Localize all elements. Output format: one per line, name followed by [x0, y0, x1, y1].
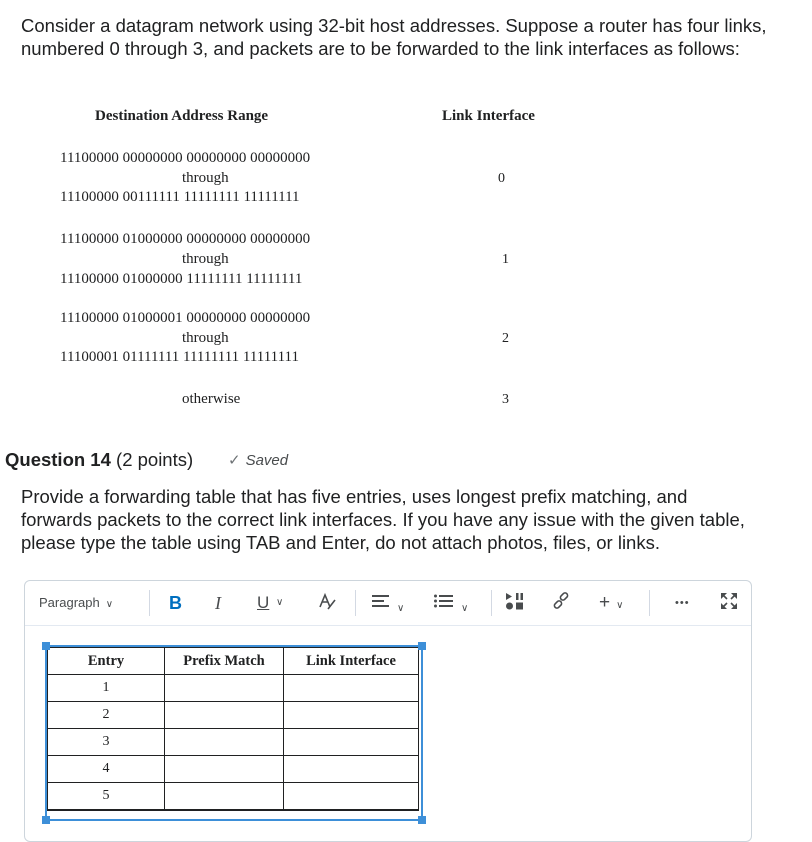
prefix-match-cell[interactable] [165, 729, 284, 756]
answer-table-selection[interactable] [45, 645, 423, 821]
expand-icon [719, 591, 739, 611]
link-interface-cell[interactable] [284, 756, 419, 783]
saved-label: Saved [245, 452, 289, 469]
table-row [48, 729, 419, 756]
range-1-to: 11100000 01000000 11111111 11111111 [60, 271, 303, 287]
resize-handle[interactable] [418, 816, 426, 824]
range-2-to: 11100001 01111111 11111111 11111111 [60, 349, 300, 365]
plus-icon: + [599, 592, 611, 613]
range-1-from: 11100000 01000000 00000000 00000000 [60, 231, 311, 247]
insert-link-button[interactable] [551, 591, 571, 615]
chevron-down-icon: ∨ [397, 603, 405, 614]
editor-toolbar [25, 581, 751, 626]
header-prefix-match: Prefix Match [165, 648, 284, 675]
entry-cell[interactable]: 1 [48, 675, 165, 702]
range-3-link: 3 [502, 392, 509, 407]
header-link-interface: Link Interface [284, 648, 419, 675]
link-interface-cell[interactable] [284, 702, 419, 729]
toolbar-separator [491, 590, 492, 616]
chevron-down-icon: ∨ [461, 603, 469, 614]
link-interface-cell[interactable] [284, 783, 419, 811]
question-points: (2 points) [116, 449, 194, 470]
range-1-through: through [182, 251, 229, 267]
link-icon [551, 591, 571, 611]
italic-button[interactable]: I [215, 593, 221, 613]
toolbar-separator [149, 590, 150, 616]
range-2-link: 2 [502, 331, 509, 346]
toolbar-separator [649, 590, 650, 616]
entry-cell[interactable]: 3 [48, 729, 165, 756]
align-left-icon [371, 591, 391, 611]
insert-more-dropdown[interactable] [599, 591, 623, 615]
bullet-list-icon [433, 591, 455, 611]
font-color-button[interactable] [317, 591, 337, 615]
media-icon [505, 591, 525, 611]
resize-handle[interactable] [42, 642, 50, 650]
question-prompt: Provide a forwarding table that has five entries, uses longest prefix matching, and forwards packets to the correct link interfaces. If you have any issue with the given table, please type the table using TAB and Enter, do not attach photos, files, or links. [21, 486, 745, 553]
align-dropdown[interactable] [371, 591, 404, 615]
insert-media-button[interactable] [505, 591, 525, 615]
range-3-otherwise: otherwise [182, 391, 241, 407]
range-0-from: 11100000 00000000 00000000 00000000 [60, 150, 311, 166]
range-2-through: through [182, 330, 229, 346]
question-number: Question 14 [5, 449, 111, 470]
entry-cell[interactable]: 2 [48, 702, 165, 729]
rich-text-editor[interactable] [24, 580, 752, 842]
chevron-down-icon: ∨ [105, 599, 114, 610]
table-row [48, 675, 419, 702]
resize-handle[interactable] [42, 816, 50, 824]
fullscreen-button[interactable] [719, 591, 739, 615]
prefix-match-cell[interactable] [165, 702, 284, 729]
entry-cell[interactable]: 4 [48, 756, 165, 783]
font-color-icon [317, 591, 337, 613]
intro-text: Consider a datagram network using 32-bit host addresses. Suppose a router has four links, numbered 0 through 3, and packets are to be forwarded to the link interfaces as follows: [21, 15, 767, 59]
range-header: Destination Address Range [95, 108, 269, 124]
range-0-link: 0 [498, 171, 505, 186]
prefix-match-cell[interactable] [165, 756, 284, 783]
prefix-match-cell[interactable] [165, 675, 284, 702]
underline-label: U [257, 593, 270, 612]
chevron-down-icon[interactable]: ∨ [276, 597, 284, 608]
table-header-row [48, 648, 419, 675]
question-title [5, 449, 193, 471]
bold-button[interactable]: B [169, 593, 182, 613]
link-interface-cell[interactable] [284, 675, 419, 702]
prefix-match-cell[interactable] [165, 783, 284, 811]
range-1-link: 1 [502, 252, 509, 267]
forwarding-table[interactable] [47, 647, 419, 811]
table-row [48, 783, 419, 811]
resize-handle[interactable] [418, 642, 426, 650]
link-interface-cell[interactable] [284, 729, 419, 756]
paragraph-format-label: Paragraph [39, 595, 100, 610]
saved-status [228, 451, 288, 469]
range-0-through: through [182, 170, 229, 186]
header-entry: Entry [48, 648, 165, 675]
entry-cell[interactable]: 5 [48, 783, 165, 811]
chevron-down-icon: ∨ [616, 600, 624, 611]
toolbar-separator [355, 590, 356, 616]
list-dropdown[interactable] [433, 591, 468, 615]
range-2-from: 11100000 01000001 00000000 00000000 [60, 310, 311, 326]
check-icon: ✓ [228, 452, 241, 469]
table-row [48, 702, 419, 729]
table-row [48, 756, 419, 783]
underline-button[interactable] [257, 591, 269, 615]
link-interface-header: Link Interface [442, 108, 535, 124]
more-options-button[interactable]: ••• [675, 597, 690, 609]
paragraph-format-dropdown[interactable] [39, 591, 113, 615]
range-0-to: 11100000 00111111 11111111 11111111 [60, 189, 300, 205]
